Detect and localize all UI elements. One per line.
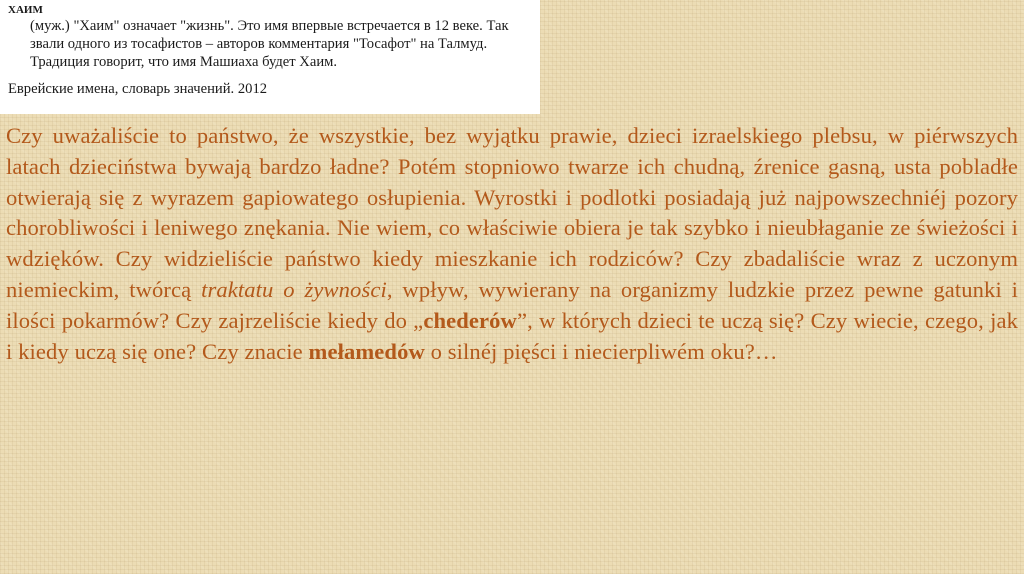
- dictionary-source: Еврейские имена, словарь значений. 2012: [8, 81, 268, 97]
- dictionary-heading: ХАИМ: [8, 4, 43, 16]
- italic-title: traktatu o żywności: [201, 276, 387, 302]
- passage-text: o silnéj pięści i niecierpliwém oku?…: [424, 338, 778, 364]
- definition-line: звали одного из тосафистов – авторов комментария "Тосафот" на Талмуд.: [30, 36, 488, 52]
- dictionary-definition: [30, 17, 532, 71]
- definition-line: Традиция говорит, что имя Машиаха будет Хаим.: [30, 54, 338, 70]
- passage-text: Czy uważaliście to państwo, że wszystkie, bez wyjątku prawie, dzieci izraelskiego plebsu, w piérwszych latach dzieciństwa bywają bardzo ładne? Potém stopniowo twarze ich chudną, źrenice gasną, usta pobladłe otwierają się z wyrazem gapiowatego osłupienia. Wyrostki i podlotki posiadają już najpowszechniéj pozory chorobliwości i leniwego znękania. Nie wiem, co właściwie obiera je tak szybko i nieubłaganie ze świeżości i wdzięków. Czy widzieliście państwo kiedy mieszkanie ich rodziców? Czy zbadaliście wraz z uczonym niemieckim, twórcą: [6, 123, 1018, 302]
- bold-term-melamedow: mełamedów: [308, 338, 425, 364]
- passage-text: ”, w których dzieci te uczą się? Czy wiecie, czego, jak i kiedy uczą się one? Czy znacie: [6, 307, 1018, 364]
- bold-term-chederow: chederów: [423, 307, 517, 333]
- quoted-passage: [6, 121, 1018, 367]
- definition-line: (муж.) "Хаим" означает "жизнь". Это имя впервые встречается в 12 веке. Так: [30, 18, 509, 34]
- dictionary-entry: [0, 0, 540, 114]
- passage-text: , wpływ, wywierany na organizmy ludzkie przez pewne gatunki i ilości pokarmów? Czy zajrzeliście kiedy do „: [6, 276, 1019, 333]
